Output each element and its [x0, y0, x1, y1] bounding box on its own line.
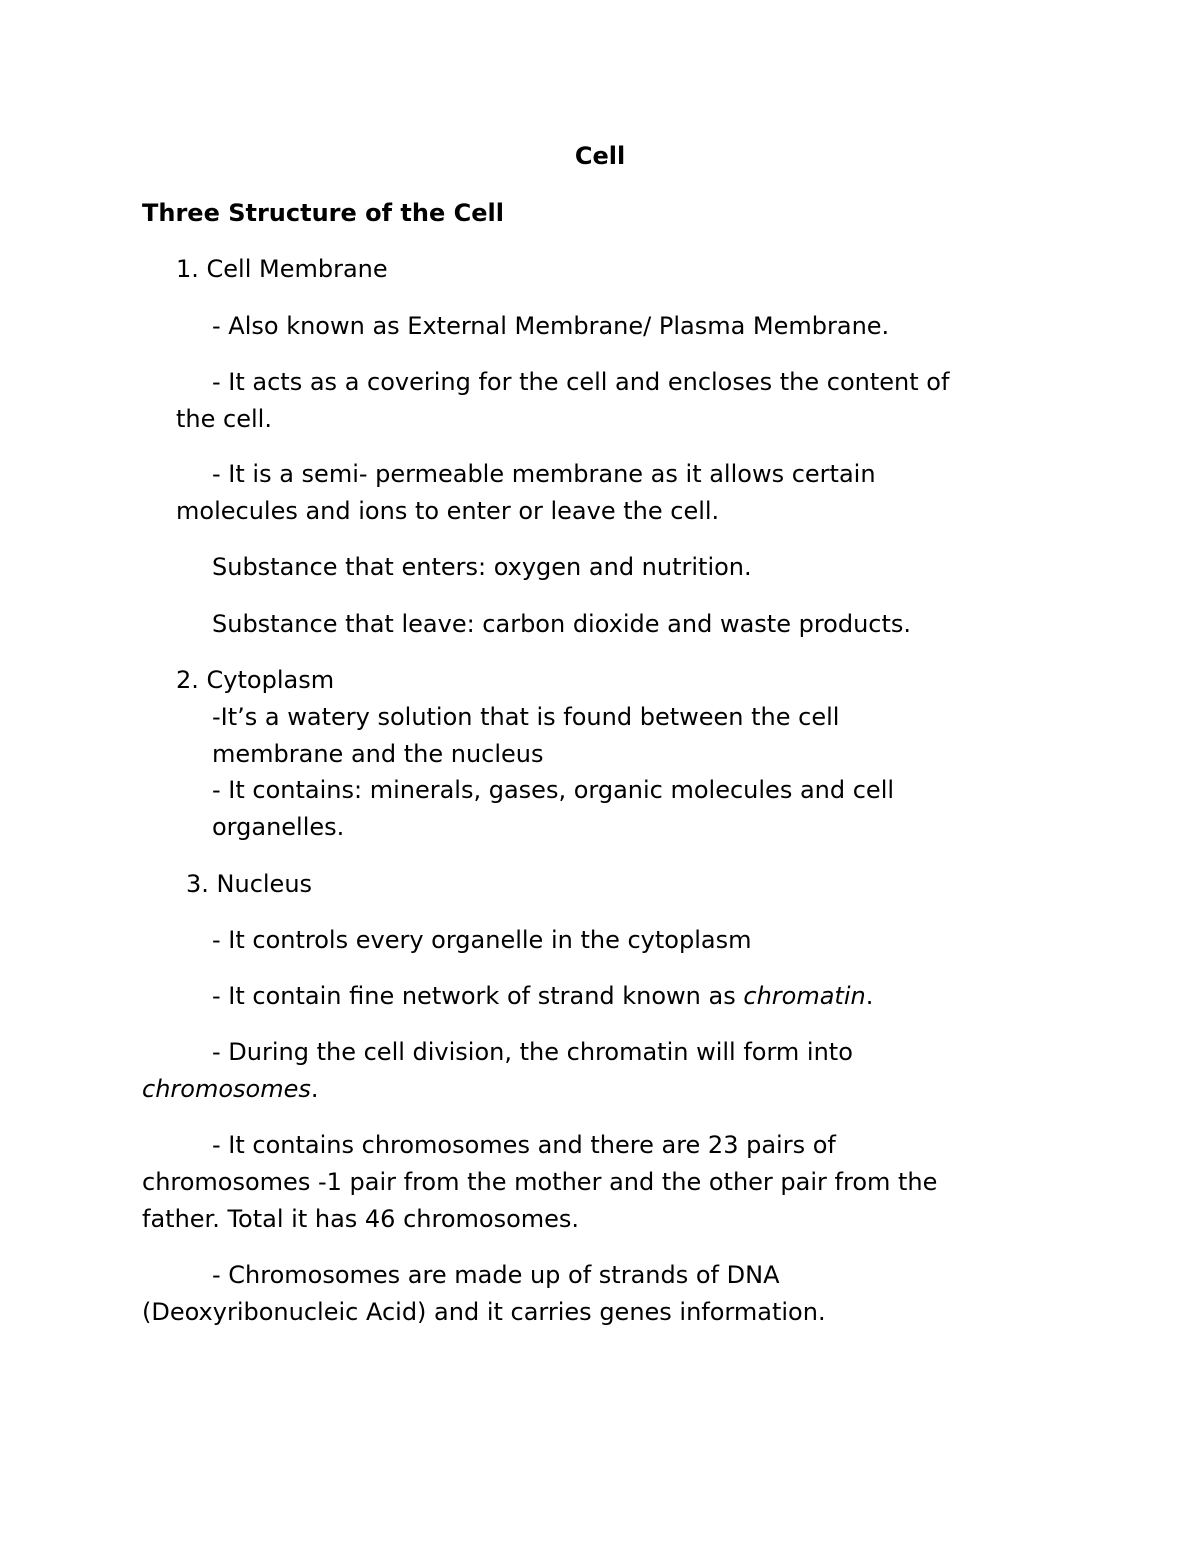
section-3-paragraph-4-line-1: - It contains chromosomes and there are 23 pairs of: [212, 1131, 836, 1159]
section-1-paragraph-2-line-1: - It acts as a covering for the cell and encloses the content of: [212, 368, 950, 396]
section-3-paragraph-4-line-2: chromosomes -1 pair from the mother and the other pair from the: [142, 1168, 938, 1196]
section-3-label: 3. Nucleus: [186, 870, 313, 898]
paragraph-text: - It contain fine network of strand known as: [212, 982, 744, 1010]
section-2-paragraph-2-line-2: organelles.: [212, 813, 345, 841]
chromosomes-term: chromosomes: [142, 1075, 311, 1103]
substance-enters: Substance that enters: oxygen and nutrition.: [212, 553, 752, 581]
section-heading: Three Structure of the Cell: [142, 199, 504, 227]
section-1-paragraph-1: - Also known as External Membrane/ Plasma Membrane.: [212, 312, 890, 340]
section-3-paragraph-3-line-2: [142, 1071, 319, 1108]
section-2-paragraph-1-line-2: membrane and the nucleus: [212, 740, 544, 768]
section-3-paragraph-1: - It controls every organelle in the cytoplasm: [212, 926, 752, 954]
section-3-paragraph-2: [212, 978, 873, 1015]
substance-leave: Substance that leave: carbon dioxide and waste products.: [212, 610, 912, 638]
section-2-paragraph-2-line-1: - It contains: minerals, gases, organic molecules and cell: [212, 776, 895, 804]
paragraph-end: .: [865, 982, 874, 1010]
chromatin-term: chromatin: [743, 982, 866, 1010]
section-1-paragraph-3-line-1: - It is a semi- permeable membrane as it allows certain: [212, 460, 876, 488]
section-3-paragraph-3-line-1: - During the cell division, the chromatin will form into: [212, 1038, 853, 1066]
paragraph-end: .: [310, 1075, 319, 1103]
section-1-paragraph-3-line-2: molecules and ions to enter or leave the cell.: [176, 497, 720, 525]
section-3-paragraph-5-line-2: (Deoxyribonucleic Acid) and it carries genes information.: [142, 1298, 826, 1326]
section-2-paragraph-1-line-1: -It’s a watery solution that is found between the cell: [212, 703, 840, 731]
section-3-paragraph-5-line-1: - Chromosomes are made up of strands of DNA: [212, 1261, 780, 1289]
document-title: Cell: [574, 142, 626, 170]
section-1-label: 1. Cell Membrane: [176, 255, 388, 283]
section-3-paragraph-4-line-3: father. Total it has 46 chromosomes.: [142, 1205, 580, 1233]
section-1-paragraph-2-line-2: the cell.: [176, 405, 272, 433]
section-2-label: 2. Cytoplasm: [176, 666, 335, 694]
